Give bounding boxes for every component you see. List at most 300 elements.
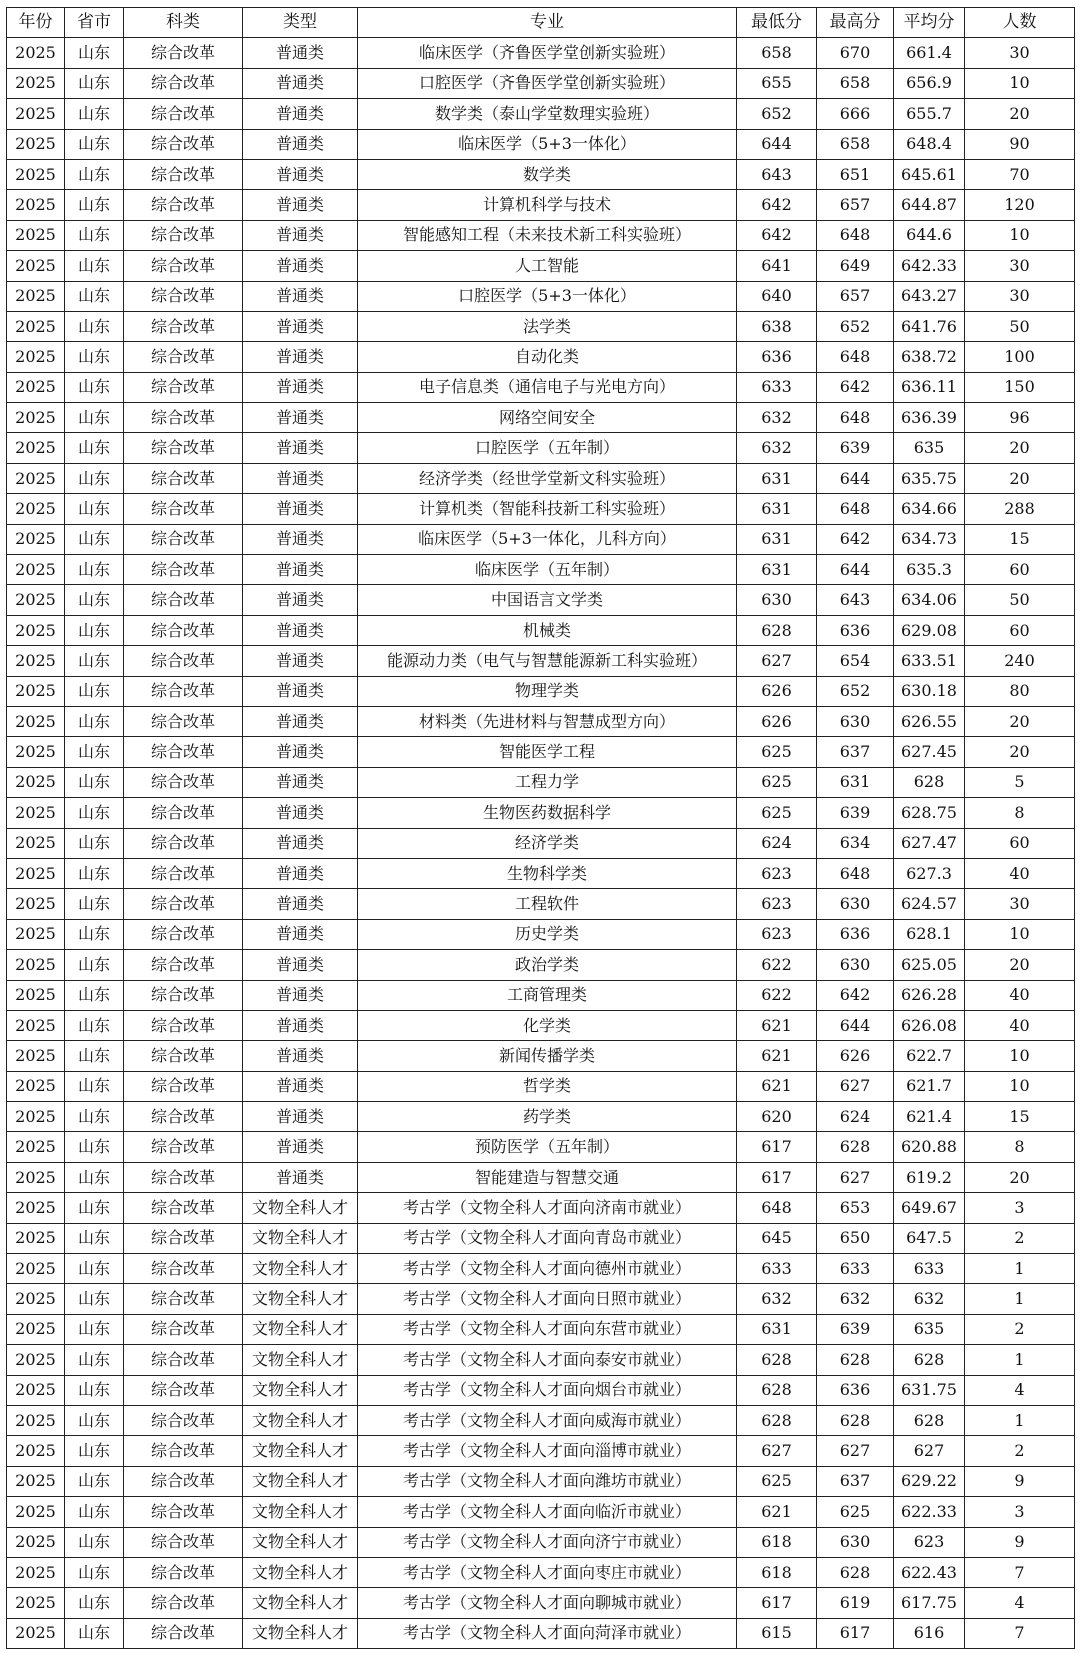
min-score-cell: 628 — [737, 615, 817, 645]
max-score-cell: 648 — [817, 858, 894, 888]
table-header — [7, 8, 1075, 38]
avg-score-cell: 633 — [894, 1254, 965, 1284]
province-cell: 山东 — [65, 585, 124, 615]
count-cell: 4 — [965, 1375, 1075, 1405]
min-score-cell: 617 — [737, 1588, 817, 1618]
province-cell: 山东 — [65, 251, 124, 281]
province-cell: 山东 — [65, 1193, 124, 1223]
min-score-cell: 642 — [737, 190, 817, 220]
count-cell: 40 — [965, 1010, 1075, 1040]
max-score-cell: 657 — [817, 190, 894, 220]
province-cell: 山东 — [65, 38, 124, 68]
table-row — [7, 99, 1075, 129]
header-count: 人数 — [965, 8, 1075, 38]
max-score-cell: 650 — [817, 1223, 894, 1253]
max-score-cell: 634 — [817, 828, 894, 858]
min-score-cell: 620 — [737, 1102, 817, 1132]
province-cell: 山东 — [65, 646, 124, 676]
avg-score-cell: 628 — [894, 1345, 965, 1375]
year-cell: 2025 — [7, 585, 65, 615]
table-row — [7, 494, 1075, 524]
avg-score-cell: 626.08 — [894, 1010, 965, 1040]
max-score-cell: 654 — [817, 646, 894, 676]
type-cell: 文物全科人才 — [243, 1497, 358, 1527]
subject-category-cell: 综合改革 — [124, 828, 243, 858]
avg-score-cell: 628 — [894, 767, 965, 797]
min-score-cell: 621 — [737, 1041, 817, 1071]
max-score-cell: 652 — [817, 676, 894, 706]
major-cell: 考古学（文物全科人才面向济南市就业） — [358, 1193, 737, 1223]
table-row — [7, 220, 1075, 250]
table-row — [7, 919, 1075, 949]
subject-category-cell: 综合改革 — [124, 463, 243, 493]
year-cell: 2025 — [7, 1618, 65, 1648]
count-cell: 96 — [965, 403, 1075, 433]
min-score-cell: 631 — [737, 463, 817, 493]
min-score-cell: 617 — [737, 1162, 817, 1192]
max-score-cell: 657 — [817, 281, 894, 311]
count-cell: 8 — [965, 798, 1075, 828]
major-cell: 智能医学工程 — [358, 737, 737, 767]
province-cell: 山东 — [65, 99, 124, 129]
type-cell: 普通类 — [243, 159, 358, 189]
major-cell: 药学类 — [358, 1102, 737, 1132]
count-cell: 100 — [965, 342, 1075, 372]
year-cell: 2025 — [7, 281, 65, 311]
major-cell: 网络空间安全 — [358, 403, 737, 433]
year-cell: 2025 — [7, 1345, 65, 1375]
province-cell: 山东 — [65, 950, 124, 980]
major-cell: 生物科学类 — [358, 858, 737, 888]
province-cell: 山东 — [65, 342, 124, 372]
table-row — [7, 190, 1075, 220]
year-cell: 2025 — [7, 1436, 65, 1466]
province-cell: 山东 — [65, 1557, 124, 1587]
year-cell: 2025 — [7, 646, 65, 676]
max-score-cell: 644 — [817, 463, 894, 493]
max-score-cell: 648 — [817, 220, 894, 250]
avg-score-cell: 628.1 — [894, 919, 965, 949]
avg-score-cell: 634.66 — [894, 494, 965, 524]
count-cell: 50 — [965, 311, 1075, 341]
count-cell: 1 — [965, 1254, 1075, 1284]
province-cell: 山东 — [65, 68, 124, 98]
min-score-cell: 618 — [737, 1527, 817, 1557]
subject-category-cell: 综合改革 — [124, 68, 243, 98]
type-cell: 普通类 — [243, 676, 358, 706]
count-cell: 10 — [965, 220, 1075, 250]
subject-category-cell: 综合改革 — [124, 1375, 243, 1405]
province-cell: 山东 — [65, 1588, 124, 1618]
major-cell: 物理学类 — [358, 676, 737, 706]
year-cell: 2025 — [7, 980, 65, 1010]
subject-category-cell: 综合改革 — [124, 980, 243, 1010]
province-cell: 山东 — [65, 494, 124, 524]
subject-category-cell: 综合改革 — [124, 1466, 243, 1496]
max-score-cell: 636 — [817, 615, 894, 645]
table-row — [7, 311, 1075, 341]
subject-category-cell: 综合改革 — [124, 220, 243, 250]
province-cell: 山东 — [65, 858, 124, 888]
min-score-cell: 617 — [737, 1132, 817, 1162]
table-row — [7, 1375, 1075, 1405]
major-cell: 考古学（文物全科人才面向烟台市就业） — [358, 1375, 737, 1405]
province-cell: 山东 — [65, 1102, 124, 1132]
major-cell: 考古学（文物全科人才面向德州市就业） — [358, 1254, 737, 1284]
year-cell: 2025 — [7, 950, 65, 980]
type-cell: 文物全科人才 — [243, 1436, 358, 1466]
province-cell: 山东 — [65, 1254, 124, 1284]
count-cell: 30 — [965, 281, 1075, 311]
subject-category-cell: 综合改革 — [124, 889, 243, 919]
subject-category-cell: 综合改革 — [124, 190, 243, 220]
type-cell: 普通类 — [243, 494, 358, 524]
count-cell: 10 — [965, 1071, 1075, 1101]
header-max-score: 最高分 — [817, 8, 894, 38]
type-cell: 普通类 — [243, 858, 358, 888]
province-cell: 山东 — [65, 1071, 124, 1101]
year-cell: 2025 — [7, 129, 65, 159]
type-cell: 普通类 — [243, 190, 358, 220]
year-cell: 2025 — [7, 1405, 65, 1435]
avg-score-cell: 617.75 — [894, 1588, 965, 1618]
province-cell: 山东 — [65, 1405, 124, 1435]
min-score-cell: 625 — [737, 798, 817, 828]
major-cell: 历史学类 — [358, 919, 737, 949]
subject-category-cell: 综合改革 — [124, 919, 243, 949]
major-cell: 临床医学（齐鲁医学堂创新实验班） — [358, 38, 737, 68]
year-cell: 2025 — [7, 676, 65, 706]
type-cell: 普通类 — [243, 524, 358, 554]
avg-score-cell: 644.87 — [894, 190, 965, 220]
province-cell: 山东 — [65, 1041, 124, 1071]
avg-score-cell: 621.4 — [894, 1102, 965, 1132]
min-score-cell: 618 — [737, 1557, 817, 1587]
major-cell: 临床医学（5+3一体化） — [358, 129, 737, 159]
avg-score-cell: 620.88 — [894, 1132, 965, 1162]
avg-score-cell: 632 — [894, 1284, 965, 1314]
avg-score-cell: 630.18 — [894, 676, 965, 706]
province-cell: 山东 — [65, 706, 124, 736]
subject-category-cell: 综合改革 — [124, 1041, 243, 1071]
subject-category-cell: 综合改革 — [124, 129, 243, 159]
table-row — [7, 1102, 1075, 1132]
year-cell: 2025 — [7, 1497, 65, 1527]
province-cell: 山东 — [65, 1345, 124, 1375]
year-cell: 2025 — [7, 1193, 65, 1223]
max-score-cell: 630 — [817, 1527, 894, 1557]
year-cell: 2025 — [7, 251, 65, 281]
type-cell: 文物全科人才 — [243, 1254, 358, 1284]
count-cell: 7 — [965, 1618, 1075, 1648]
type-cell: 文物全科人才 — [243, 1618, 358, 1648]
type-cell: 普通类 — [243, 251, 358, 281]
province-cell: 山东 — [65, 1466, 124, 1496]
subject-category-cell: 综合改革 — [124, 1405, 243, 1435]
table-row — [7, 403, 1075, 433]
count-cell: 20 — [965, 463, 1075, 493]
province-cell: 山东 — [65, 737, 124, 767]
type-cell: 普通类 — [243, 585, 358, 615]
subject-category-cell: 综合改革 — [124, 1102, 243, 1132]
year-cell: 2025 — [7, 1254, 65, 1284]
max-score-cell: 627 — [817, 1071, 894, 1101]
min-score-cell: 632 — [737, 403, 817, 433]
table-row — [7, 1497, 1075, 1527]
year-cell: 2025 — [7, 38, 65, 68]
subject-category-cell: 综合改革 — [124, 494, 243, 524]
major-cell: 中国语言文学类 — [358, 585, 737, 615]
table-row — [7, 1345, 1075, 1375]
count-cell: 2 — [965, 1436, 1075, 1466]
type-cell: 普通类 — [243, 220, 358, 250]
type-cell: 普通类 — [243, 646, 358, 676]
major-cell: 生物医药数据科学 — [358, 798, 737, 828]
major-cell: 考古学（文物全科人才面向潍坊市就业） — [358, 1466, 737, 1496]
min-score-cell: 622 — [737, 950, 817, 980]
count-cell: 120 — [965, 190, 1075, 220]
year-cell: 2025 — [7, 1041, 65, 1071]
table-body — [7, 38, 1075, 1649]
province-cell: 山东 — [65, 1223, 124, 1253]
province-cell: 山东 — [65, 220, 124, 250]
avg-score-cell: 661.4 — [894, 38, 965, 68]
count-cell: 30 — [965, 38, 1075, 68]
major-cell: 口腔医学（齐鲁医学堂创新实验班） — [358, 68, 737, 98]
year-cell: 2025 — [7, 1314, 65, 1344]
subject-category-cell: 综合改革 — [124, 706, 243, 736]
major-cell: 计算机类（智能科技新工科实验班） — [358, 494, 737, 524]
type-cell: 普通类 — [243, 372, 358, 402]
table-row — [7, 889, 1075, 919]
max-score-cell: 670 — [817, 38, 894, 68]
subject-category-cell: 综合改革 — [124, 1314, 243, 1344]
subject-category-cell: 综合改革 — [124, 646, 243, 676]
year-cell: 2025 — [7, 463, 65, 493]
min-score-cell: 645 — [737, 1223, 817, 1253]
max-score-cell: 619 — [817, 1588, 894, 1618]
major-cell: 工程软件 — [358, 889, 737, 919]
min-score-cell: 631 — [737, 494, 817, 524]
type-cell: 普通类 — [243, 68, 358, 98]
min-score-cell: 636 — [737, 342, 817, 372]
type-cell: 普通类 — [243, 1132, 358, 1162]
province-cell: 山东 — [65, 676, 124, 706]
year-cell: 2025 — [7, 919, 65, 949]
max-score-cell: 636 — [817, 1375, 894, 1405]
subject-category-cell: 综合改革 — [124, 1254, 243, 1284]
year-cell: 2025 — [7, 615, 65, 645]
min-score-cell: 642 — [737, 220, 817, 250]
year-cell: 2025 — [7, 767, 65, 797]
avg-score-cell: 641.76 — [894, 311, 965, 341]
major-cell: 考古学（文物全科人才面向济宁市就业） — [358, 1527, 737, 1557]
table-row — [7, 737, 1075, 767]
header-min-score: 最低分 — [737, 8, 817, 38]
year-cell: 2025 — [7, 372, 65, 402]
avg-score-cell: 643.27 — [894, 281, 965, 311]
max-score-cell: 648 — [817, 494, 894, 524]
subject-category-cell: 综合改革 — [124, 1497, 243, 1527]
table-row — [7, 555, 1075, 585]
avg-score-cell: 619.2 — [894, 1162, 965, 1192]
min-score-cell: 621 — [737, 1497, 817, 1527]
avg-score-cell: 634.06 — [894, 585, 965, 615]
year-cell: 2025 — [7, 524, 65, 554]
table-row — [7, 1284, 1075, 1314]
subject-category-cell: 综合改革 — [124, 1162, 243, 1192]
avg-score-cell: 638.72 — [894, 342, 965, 372]
max-score-cell: 642 — [817, 372, 894, 402]
table-row — [7, 1041, 1075, 1071]
table-row — [7, 1223, 1075, 1253]
type-cell: 文物全科人才 — [243, 1588, 358, 1618]
major-cell: 考古学（文物全科人才面向临沂市就业） — [358, 1497, 737, 1527]
table-row — [7, 706, 1075, 736]
province-cell: 山东 — [65, 372, 124, 402]
table-row — [7, 1618, 1075, 1648]
major-cell: 考古学（文物全科人才面向淄博市就业） — [358, 1436, 737, 1466]
table-row — [7, 524, 1075, 554]
year-cell: 2025 — [7, 311, 65, 341]
province-cell: 山东 — [65, 980, 124, 1010]
major-cell: 考古学（文物全科人才面向日照市就业） — [358, 1284, 737, 1314]
count-cell: 20 — [965, 737, 1075, 767]
province-cell: 山东 — [65, 1497, 124, 1527]
table-row — [7, 1254, 1075, 1284]
avg-score-cell: 635 — [894, 1314, 965, 1344]
year-cell: 2025 — [7, 828, 65, 858]
major-cell: 数学类 — [358, 159, 737, 189]
type-cell: 普通类 — [243, 129, 358, 159]
table-row — [7, 676, 1075, 706]
subject-category-cell: 综合改革 — [124, 615, 243, 645]
count-cell: 80 — [965, 676, 1075, 706]
major-cell: 哲学类 — [358, 1071, 737, 1101]
min-score-cell: 630 — [737, 585, 817, 615]
major-cell: 新闻传播学类 — [358, 1041, 737, 1071]
table-row — [7, 38, 1075, 68]
count-cell: 4 — [965, 1588, 1075, 1618]
min-score-cell: 641 — [737, 251, 817, 281]
subject-category-cell: 综合改革 — [124, 1132, 243, 1162]
major-cell: 材料类（先进材料与智慧成型方向） — [358, 706, 737, 736]
subject-category-cell: 综合改革 — [124, 1193, 243, 1223]
min-score-cell: 644 — [737, 129, 817, 159]
province-cell: 山东 — [65, 1618, 124, 1648]
table-row — [7, 615, 1075, 645]
year-cell: 2025 — [7, 220, 65, 250]
max-score-cell: 631 — [817, 767, 894, 797]
year-cell: 2025 — [7, 1071, 65, 1101]
count-cell: 1 — [965, 1345, 1075, 1375]
avg-score-cell: 635 — [894, 433, 965, 463]
min-score-cell: 625 — [737, 1466, 817, 1496]
avg-score-cell: 616 — [894, 1618, 965, 1648]
subject-category-cell: 综合改革 — [124, 1618, 243, 1648]
subject-category-cell: 综合改革 — [124, 1284, 243, 1314]
subject-category-cell: 综合改革 — [124, 281, 243, 311]
table-row — [7, 372, 1075, 402]
province-cell: 山东 — [65, 615, 124, 645]
min-score-cell: 648 — [737, 1193, 817, 1223]
count-cell: 7 — [965, 1557, 1075, 1587]
avg-score-cell: 622.33 — [894, 1497, 965, 1527]
min-score-cell: 632 — [737, 433, 817, 463]
major-cell: 考古学（文物全科人才面向泰安市就业） — [358, 1345, 737, 1375]
year-cell: 2025 — [7, 1010, 65, 1040]
major-cell: 智能感知工程（未来技术新工科实验班） — [358, 220, 737, 250]
major-cell: 考古学（文物全科人才面向菏泽市就业） — [358, 1618, 737, 1648]
min-score-cell: 658 — [737, 38, 817, 68]
type-cell: 文物全科人才 — [243, 1193, 358, 1223]
major-cell: 电子信息类（通信电子与光电方向） — [358, 372, 737, 402]
max-score-cell: 630 — [817, 706, 894, 736]
max-score-cell: 644 — [817, 555, 894, 585]
year-cell: 2025 — [7, 1375, 65, 1405]
province-cell: 山东 — [65, 1162, 124, 1192]
table-row — [7, 1314, 1075, 1344]
header-major: 专业 — [358, 8, 737, 38]
major-cell: 口腔医学（五年制） — [358, 433, 737, 463]
major-cell: 工商管理类 — [358, 980, 737, 1010]
type-cell: 普通类 — [243, 281, 358, 311]
year-cell: 2025 — [7, 706, 65, 736]
type-cell: 普通类 — [243, 463, 358, 493]
header-year: 年份 — [7, 8, 65, 38]
major-cell: 政治学类 — [358, 950, 737, 980]
count-cell: 10 — [965, 68, 1075, 98]
major-cell: 临床医学（五年制） — [358, 555, 737, 585]
max-score-cell: 637 — [817, 1466, 894, 1496]
min-score-cell: 621 — [737, 1071, 817, 1101]
major-cell: 工程力学 — [358, 767, 737, 797]
table-row — [7, 342, 1075, 372]
min-score-cell: 628 — [737, 1405, 817, 1435]
table-row — [7, 950, 1075, 980]
province-cell: 山东 — [65, 798, 124, 828]
max-score-cell: 639 — [817, 1314, 894, 1344]
table-row — [7, 767, 1075, 797]
table-row — [7, 433, 1075, 463]
count-cell: 9 — [965, 1466, 1075, 1496]
count-cell: 1 — [965, 1284, 1075, 1314]
major-cell: 自动化类 — [358, 342, 737, 372]
avg-score-cell: 625.05 — [894, 950, 965, 980]
province-cell: 山东 — [65, 403, 124, 433]
max-score-cell: 648 — [817, 342, 894, 372]
province-cell: 山东 — [65, 889, 124, 919]
count-cell: 40 — [965, 980, 1075, 1010]
header-avg-score: 平均分 — [894, 8, 965, 38]
avg-score-cell: 626.55 — [894, 706, 965, 736]
year-cell: 2025 — [7, 1102, 65, 1132]
table-row — [7, 798, 1075, 828]
province-cell: 山东 — [65, 311, 124, 341]
subject-category-cell: 综合改革 — [124, 1010, 243, 1040]
min-score-cell: 623 — [737, 889, 817, 919]
major-cell: 化学类 — [358, 1010, 737, 1040]
year-cell: 2025 — [7, 1223, 65, 1253]
min-score-cell: 622 — [737, 980, 817, 1010]
year-cell: 2025 — [7, 1466, 65, 1496]
year-cell: 2025 — [7, 99, 65, 129]
subject-category-cell: 综合改革 — [124, 767, 243, 797]
avg-score-cell: 624.57 — [894, 889, 965, 919]
count-cell: 2 — [965, 1314, 1075, 1344]
year-cell: 2025 — [7, 889, 65, 919]
max-score-cell: 653 — [817, 1193, 894, 1223]
